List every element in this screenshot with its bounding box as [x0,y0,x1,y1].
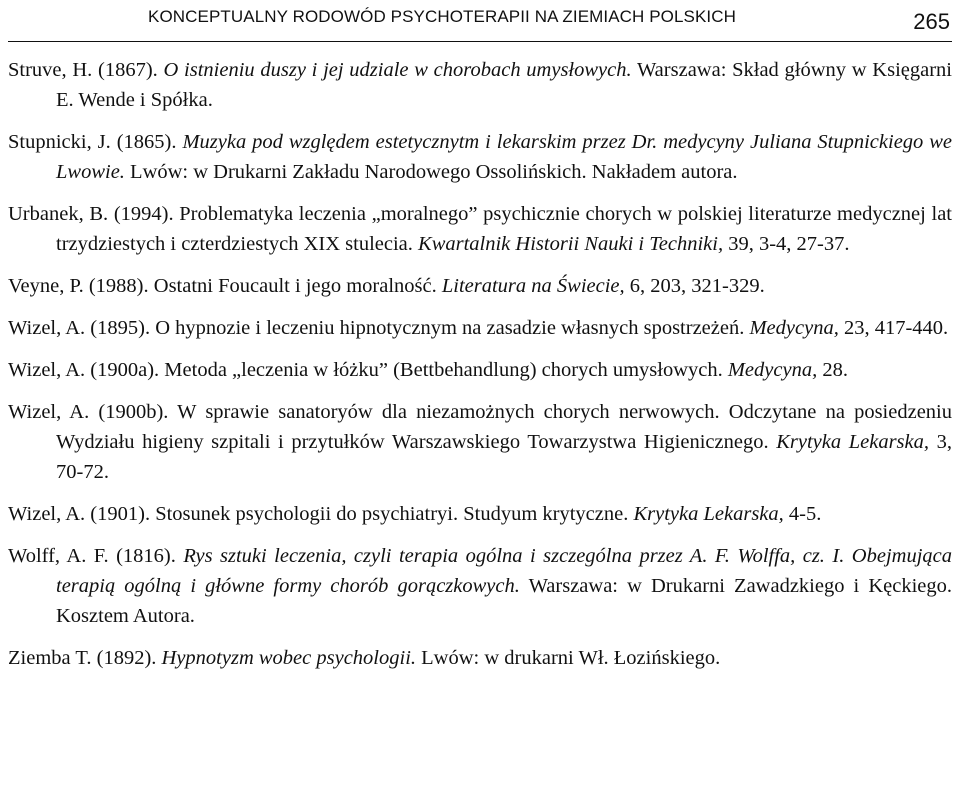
reference-list [8,55,952,685]
reference-text: 39, 3-4, 27-37. [723,233,850,255]
reference-text: Stupnicki, J. (1865). [8,131,183,153]
reference-title: Muzyka pod względem estetycznytm i lekarskim przez Dr. medycyny Juliana Stupnickiego we Lwowie. [56,131,953,183]
reference-text: Veyne, P. (1988). Ostatni Foucault i jego moralność. [8,275,442,297]
reference-text: 4-5. [783,503,822,525]
reference-entry [8,313,952,343]
reference-entry [8,127,952,187]
reference-text: Wizel, A. (1895). O hypnozie i leczeniu hipnotycznym na zasadzie własnych spostrzeżeń. [8,317,750,339]
reference-entry [8,499,952,529]
reference-entry [8,199,952,259]
reference-text: 3, 70-72. [56,431,953,483]
reference-text: 23, 417-440. [838,317,949,339]
reference-text: 6, 203, 321-329. [624,275,765,297]
reference-title: Literatura na Świecie, [441,275,625,297]
reference-text: Urbanek, B. (1994). Problematyka leczenia „moralnego” psychicznie chorych w polskiej literaturze medycznej lat trzydziestych i czterdziestych XIX stulecia. [8,203,952,255]
reference-entry [8,355,952,385]
reference-title: Krytyka Lekarska, [633,503,784,525]
reference-text: 28. [817,359,848,381]
reference-title: Hypnotyzm wobec psychologii. [161,647,417,669]
reference-title: O istnieniu duszy i jej udziale w chorobach umysłowych. [163,59,632,81]
reference-entry [8,55,952,115]
reference-title: Kwartalnik Historii Nauki i Techniki, [418,233,724,255]
reference-text: Wizel, A. (1901). Stosunek psychologii do psychiatryi. Studyum krytyczne. [8,503,634,525]
reference-title: Medycyna, [749,317,839,339]
reference-text: Lwów: w Drukarni Zakładu Narodowego Ossolińskich. Nakładem autora. [124,161,738,183]
page-number: 265 [913,9,950,34]
reference-entry [8,541,952,631]
reference-text: Warszawa: w Drukarni Zawadzkiego i Kęckiego. Kosztem Autora. [56,575,952,627]
reference-entry [8,643,952,673]
running-title: KONCEPTUALNY RODOWÓD PSYCHOTERAPII NA ZIEMIACH POLSKICH [148,7,737,26]
reference-text: Wizel, A. (1900b). W sprawie sanatoryów dla niezamożnych chorych nerwowych. Odczytane na posiedzeniu Wydziału higieny szpitali i przytułków Warszawskiego Towarzystwa Higienicznego. [8,401,952,453]
reference-entry [8,271,952,301]
reference-title: Rys sztuki leczenia, czyli terapia ogólna i szczególna przez A. F. Wolffa, cz. I. Obejmująca terapią ogólną i główne formy chorób gorączkowych. [56,545,952,597]
reference-text: Wolff, A. F. (1816). [8,545,184,567]
reference-text: Lwów: w drukarni Wł. Łozińskiego. [416,647,721,669]
reference-title: Medycyna, [727,359,818,381]
reference-title: Krytyka Lekarska, [776,431,930,453]
reference-text: Struve, H. (1867). [8,59,164,81]
reference-text: Ziemba T. (1892). [8,647,162,669]
page-header [0,0,960,46]
header-rule [8,41,952,42]
reference-entry [8,397,952,487]
reference-text: Warszawa: Skład główny w Księgarni E. Wende i Spółka. [56,59,952,111]
reference-text: Wizel, A. (1900a). Metoda „leczenia w łóżku” (Bettbehandlung) chorych umysłowych. [8,359,728,381]
